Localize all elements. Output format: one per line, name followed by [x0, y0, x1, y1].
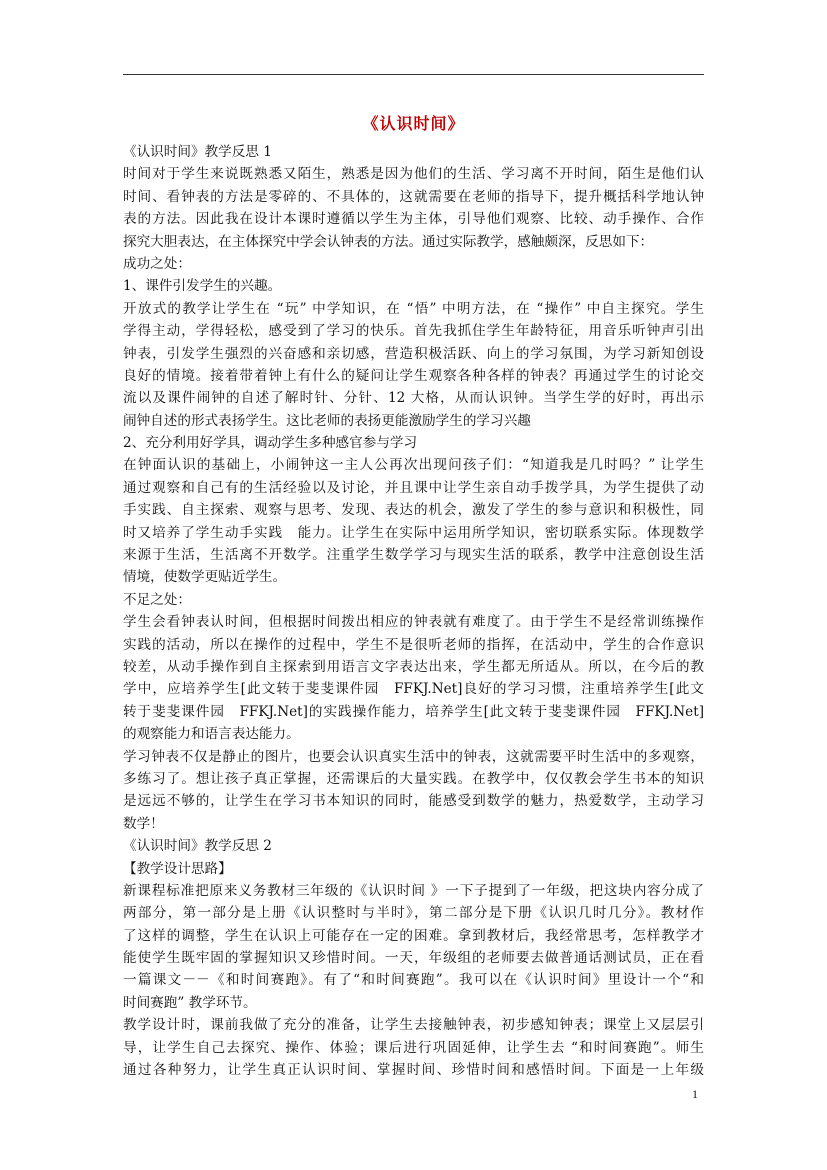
document-title: 《认识时间》	[362, 114, 465, 133]
text-line: 导，让学生自己去探究、操作、体验；课后进行巩固延伸，让学生去 “和时间赛跑”。师生	[123, 1039, 704, 1056]
text-line: 在钟面认识的基础上，小闹钟这一主人公再次出现问孩子们：“知道我是几时吗？” 让学生	[123, 457, 704, 474]
text-line: 两部分，第一部分是上册《认识整时与半时》，第二部分是下册《认识几时几分》。教材作	[123, 905, 704, 922]
text-line: 成功之处：	[123, 255, 191, 272]
text-line: 了这样的调整，学生在认识上可能存在一定的困难。拿到教材后，我经常思考，怎样教学才	[123, 927, 704, 944]
header-rule	[123, 74, 704, 75]
text-line: 较差，从动手操作到自主探索到用语言文字表达出来，学生都无所适从。所以，在今后的教	[123, 658, 704, 675]
text-line: 表的方法。因此我在设计本课时遵循以学生为主体，引导他们观察、比较、动手操作、合作	[123, 211, 704, 228]
text-line: 学习钟表不仅是静止的图片，也要会认识真实生活中的钟表，这就需要平时生活中的多观察，	[123, 748, 704, 765]
text-line: 是远远不够的，让学生在学习书本知识的同时，能感受到数学的魅力，热爱数学，主动学习	[123, 793, 704, 810]
text-line: 新课程标准把原来义务教材三年级的《认识时间 》一下子提到了一年级，把这块内容分成了	[123, 882, 704, 899]
document-body	[123, 141, 704, 1081]
text-line: 时又培养了学生动手实践 能力。让学生在实际中运用所学知识，密切联系实际。体现数学	[123, 524, 704, 541]
text-line: 1、课件引发学生的兴趣。	[123, 278, 282, 295]
text-line: 一篇课文－－《和时间赛跑》。有了“和时间赛跑”。我可以在《认识时间》里设计一个“和	[123, 972, 704, 989]
text-line: 能使学生既牢固的掌握知识又珍惜时间。一天，年级组的老师要去做普通话测试员，正在看	[123, 950, 704, 967]
page-number: 1	[692, 1087, 698, 1101]
text-line: 通过各种努力，让学生真正认识时间、掌握时间、珍惜时间和感悟时间。下面是一上年级	[123, 1062, 704, 1079]
text-line: 良好的情境。接着带着钟上有什么的疑问让学生观察各种各样的钟表？再通过学生的讨论交	[123, 367, 704, 384]
text-line: 学中，应培养学生[此文转于斐斐课件园 FFKJ.Net]良好的学习习惯，注重培养学生[此文	[123, 681, 704, 698]
text-line: 学生会看钟表认时间，但根据时间拨出相应的钟表就有难度了。由于学生不是经常训练操作	[123, 614, 704, 631]
text-line: 的观察能力和语言表达能力。	[123, 726, 300, 743]
text-line: 来源于生活，生活离不开数学。注重学生数学学习与现实生活的联系，教学中注意创设生活	[123, 547, 704, 564]
text-line: 学得主动，学得轻松，感受到了学习的快乐。首先我抓住学生年龄特征，用音乐听钟声引出	[123, 323, 704, 340]
text-line: 钟表，引发学生强烈的兴奋感和亲切感，营造积极活跃、向上的学习氛围，为学习新知创设	[123, 345, 704, 362]
text-line: 《认识时间》教学反思 1	[123, 144, 272, 160]
text-line: 手实践、自主探索、观察与思考、发现、表达的机会，激发了学生的参与意识和积极性，同	[123, 502, 704, 519]
text-line: 开放式的教学让学生在 “玩” 中学知识，在 “悟” 中明方法，在 “操作” 中自主探究。学生	[123, 300, 704, 317]
text-line: 时间、看钟表的方法是零碎的、不具体的，这就需要在老师的指导下，提升概括科学地认钟	[123, 188, 704, 205]
text-line: 实践的活动，所以在操作的过程中，学生不是很听老师的指挥，在活动中，学生的合作意识	[123, 636, 704, 653]
text-line: 通过观察和自己有的生活经验以及讨论，并且课中让学生亲自动手拨学具，为学生提供了动	[123, 479, 704, 496]
text-line: 情境，使数学更贴近学生。	[123, 569, 287, 586]
text-line: 闹钟自述的形式表扬学生。这比老师的表扬更能激励学生的学习兴趣	[123, 412, 531, 429]
text-line: 2、充分利用好学具，调动学生多种感官参与学习	[123, 435, 418, 452]
text-line: 【教学设计思路】	[123, 860, 232, 877]
text-line: 探究大胆表达，在主体探究中学会认钟表的方法。通过实际教学，感触颇深，反思如下：	[123, 233, 654, 250]
text-line: 不足之处：	[123, 591, 191, 608]
text-line: 《认识时间》教学反思 2	[123, 838, 272, 855]
text-line: 多练习了。想让孩子真正掌握，还需课后的大量实践。在教学中，仅仅教会学生书本的知识	[123, 770, 704, 787]
text-line: 时间赛跑” 教学环节。	[123, 994, 257, 1011]
text-line: 流以及课件闹钟的自述了解时针、分针、12 大格，从而认识钟。当学生学的好时，再出示	[123, 390, 704, 407]
text-line: 转于斐斐课件园 FFKJ.Net]的实践操作能力，培养学生[此文转于斐斐课件园 FFKJ.Net]	[123, 703, 704, 720]
text-line: 时间对于学生来说既熟悉又陌生，熟悉是因为他们的生活、学习离不开时间，陌生是他们认	[123, 166, 704, 183]
text-line: 教学设计时，课前我做了充分的准备，让学生去接触钟表，初步感知钟表；课堂上又层层引	[123, 1017, 704, 1034]
text-line: 数学！	[123, 815, 164, 832]
